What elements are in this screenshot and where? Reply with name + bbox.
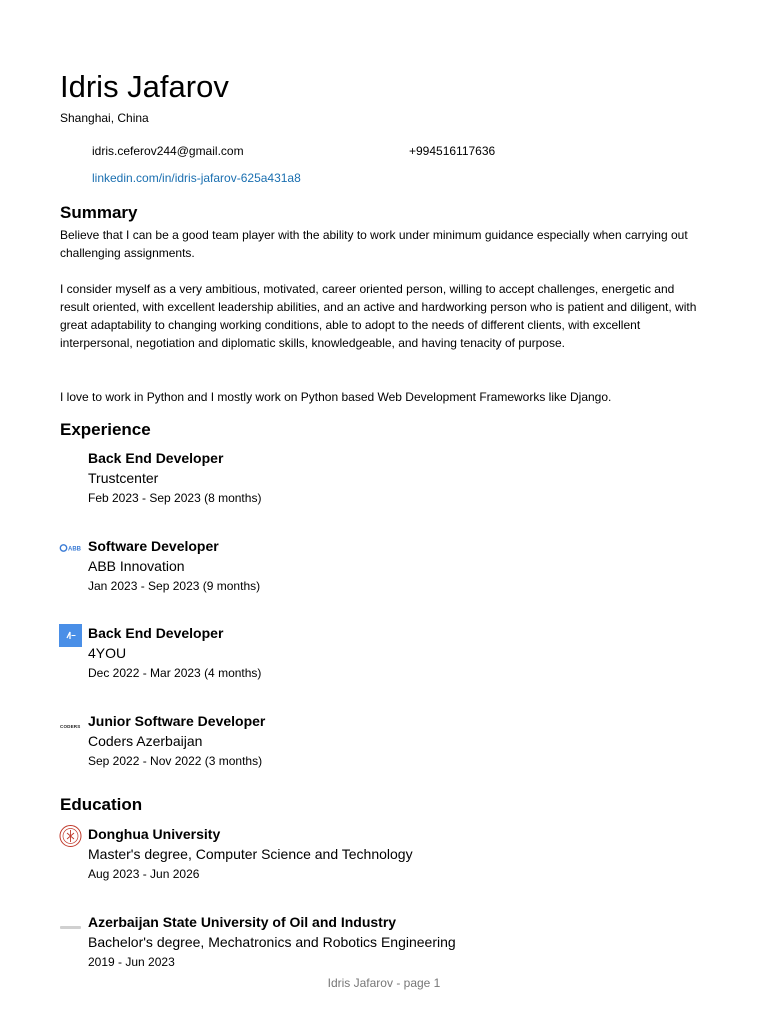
oil-university-logo-icon (59, 919, 82, 927)
school-name: Azerbaijan State University of Oil and Industry (88, 914, 397, 930)
job-title: Back End Developer (88, 625, 224, 641)
job-dates: Sep 2022 - Nov 2022 (3 months) (88, 754, 263, 768)
degree: Master's degree, Computer Science and Technology (88, 846, 413, 862)
summary-paragraph-1: Believe that I can be a good team player with the ability to work under minimum guidance especially when carrying out challenging assignments. (60, 228, 688, 260)
job-title: Back End Developer (88, 450, 224, 466)
candidate-name: Idris Jafarov (60, 69, 229, 104)
company-name: Coders Azerbaijan (88, 733, 203, 749)
summary-paragraph-2: I consider myself as a very ambitious, motivated, career oriented person, willing to accept challenges, energetic and result oriented, with excellent leadership abilities, and an active and hardworking person who is patient and diligent, with great adaptability to changing working conditions, able to adopt to the needs of different clients, with excellent interpersonal, negotiation and diplomatic skills, knowledgeable, and having tenacity of purpose. (60, 282, 697, 350)
summary-paragraph-3: I love to work in Python and I mostly work on Python based Web Development Frameworks like Django. (60, 390, 612, 404)
company-name: 4YOU (88, 645, 127, 661)
company-name: ABB Innovation (88, 558, 185, 574)
job-title: Junior Software Developer (88, 713, 266, 729)
experience-item (88, 712, 708, 769)
summary-heading: Summary (60, 203, 138, 222)
education-heading: Education (60, 795, 143, 814)
education-dates: 2019 - Jun 2023 (88, 955, 175, 969)
degree: Bachelor's degree, Mechatronics and Robotics Engineering (88, 934, 456, 950)
education-item (88, 913, 708, 970)
job-dates: Jan 2023 - Sep 2023 (9 months) (88, 579, 261, 593)
abb-logo-text: ABB (68, 546, 81, 553)
coders-logo-text: CODERS (60, 724, 81, 729)
page-footer: Idris Jafarov - page 1 (327, 976, 441, 990)
education-item (88, 825, 708, 882)
school-name: Donghua University (88, 826, 221, 842)
job-dates: Dec 2022 - Mar 2023 (4 months) (88, 666, 262, 680)
linkedin-link[interactable]: linkedin.com/in/idris-jafarov-625a431a8 (92, 171, 301, 185)
donghua-university-logo-icon (59, 824, 82, 848)
4you-logo-icon (59, 624, 82, 647)
company-name: Trustcenter (88, 470, 159, 486)
experience-item (88, 537, 708, 594)
job-dates: Feb 2023 - Sep 2023 (8 months) (88, 491, 262, 505)
email-address[interactable]: idris.ceferov244@gmail.com (92, 144, 244, 158)
experience-item (88, 624, 708, 681)
experience-heading: Experience (60, 420, 151, 439)
experience-item (88, 449, 708, 506)
candidate-location: Shanghai, China (60, 111, 149, 125)
coders-logo-icon (59, 717, 82, 729)
education-dates: Aug 2023 - Jun 2026 (88, 867, 200, 881)
phone-number[interactable]: +994516117636 (409, 144, 496, 158)
abb-logo-icon (59, 541, 82, 553)
job-title: Software Developer (88, 538, 219, 554)
